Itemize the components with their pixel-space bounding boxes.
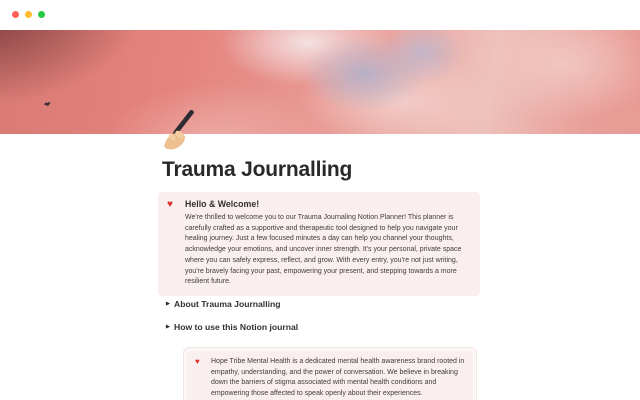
writing-hand-icon[interactable]: [161, 110, 199, 150]
brand-callout-body: Hope Tribe Mental Health is a dedicated mental health awareness brand rooted in empathy, understanding, and the power of conversation. We believe in breaking down the barriers of stigma associated with mental health conditions and empowering those affected to speak openly about their experiences.: [211, 358, 465, 398]
welcome-callout-content: [185, 199, 471, 288]
welcome-heading: Hello & Welcome!: [185, 199, 260, 209]
zoom-button[interactable]: [38, 11, 45, 18]
toggle-label: How to use this Notion journal: [174, 321, 299, 332]
toggle-triangle-icon[interactable]: ▶: [165, 301, 171, 307]
brand-callout-outer: [183, 347, 477, 400]
page-title[interactable]: Trauma Journalling: [162, 158, 353, 181]
brand-callout: [187, 351, 473, 400]
titlebar: [0, 0, 640, 30]
bird-icon: [43, 100, 52, 107]
minimize-button[interactable]: [25, 11, 32, 18]
welcome-body: We're thrilled to welcome you to our Trauma Journaling Notion Planner! This planner is carefully crafted as a supportive and therapeutic tool designed to help you navigate your healing journey. Just a few focused minutes a day can help you channel your thoughts, acknowledge your emotions, and uncover inner strength. It's your personal, private space where you can safely express, reflect, and grow. With every entry, you're not just writing, you're bravely facing your past, empowering your present, and stepping towards a more resilient future.: [185, 214, 462, 286]
page-cover-image[interactable]: [0, 30, 640, 134]
toggle-triangle-icon[interactable]: ▶: [165, 324, 171, 330]
welcome-callout: [158, 192, 480, 296]
mending-heart-icon: ♥: [195, 357, 200, 366]
toggle-label: About Trauma Journalling: [174, 298, 281, 309]
red-heart-icon: ♥: [167, 199, 173, 210]
toggle-about-trauma-journalling[interactable]: [160, 296, 480, 311]
close-button[interactable]: [12, 11, 19, 18]
toggle-how-to-use-journal[interactable]: [160, 319, 480, 334]
traffic-lights: [12, 11, 45, 18]
